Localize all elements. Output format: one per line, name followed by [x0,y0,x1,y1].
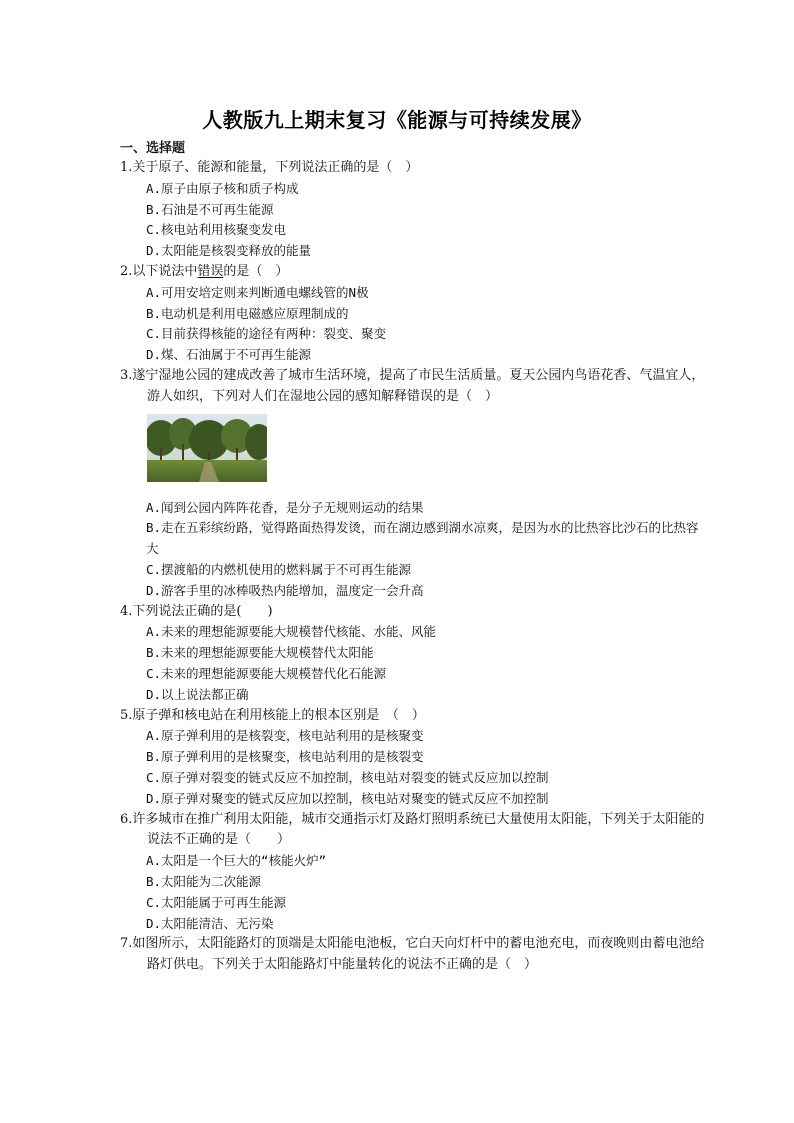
option-c: C.目前获得核能的途径有两种：裂变、聚变 [146,326,387,342]
park-photo [147,414,267,482]
question-stem: 1.关于原子、能源和能量，下列说法正确的是（ ） [120,160,419,175]
question-1 [120,158,710,262]
option-d: D.煤、石油属于不可再生能源 [146,347,312,363]
document-content [120,140,710,976]
option-d: D.以上说法都正确 [146,686,249,702]
stem-text: 的是（ ） [223,263,289,279]
park-photo-wrap [120,414,710,498]
option-b: B.走在五彩缤纷路，觉得路面热得发烫，而在湖边感到湖水凉爽，是因为水的比热容比沙石的比热容大 [146,520,699,557]
option-d: D.原子弹对聚变的链式反应加以控制，核电站对聚变的链式反应不加控制 [146,790,549,806]
option-a: A.太阳是一个巨大的“核能火炉” [146,853,327,869]
question-2 [120,262,710,366]
stem-text: 2.以下说法中 [120,263,198,279]
option-d: D.太阳能清洁、无污染 [146,915,274,931]
option-c: C.原子弹对裂变的链式反应不加控制，核电站对裂变的链式反应加以控制 [146,769,549,785]
option-a: A.未来的理想能源要能大规模替代核能、水能、风能 [146,624,437,640]
option-c: C.未来的理想能源要能大规模替代化石能源 [146,665,387,681]
question-stem: 7.如图所示，太阳能路灯的顶端是太阳能电池板，它白天向灯杆中的蓄电池充电，而夜晚则由蓄电池给路灯供电。下列关于太阳能路灯中能量转化的说法不正确的是（ ） [120,936,705,973]
question-stem [120,262,710,283]
question-stem: 3.遂宁湿地公园的建成改善了城市生活环境，提高了市民生活质量。夏天公园内鸟语花香、气温宜人，游人如织，下列对人们在湿地公园的感知解释错误的是（ ） [120,367,705,404]
option-b: B.电动机是利用电磁感应原理制成的 [146,305,349,321]
question-3 [120,366,710,602]
option-a: A.闻到公园内阵阵花香，是分子无规则运动的结果 [146,499,424,515]
question-4 [120,602,710,706]
question-stem: 5.原子弹和核电站在利用核能上的根本区别是 （ ） [120,707,425,723]
option-a: A.原子由原子核和质子构成 [146,180,299,196]
document-title: 人教版九上期末复习《能源与可持续发展》 [202,108,592,132]
option-a: A.可用安培定则来判断通电螺线管的N极 [146,284,369,300]
option-c: C.摆渡船的内燃机使用的燃料属于不可再生能源 [146,561,412,577]
option-b: B.石油是不可再生能源 [146,201,274,217]
stem-emphasis: 错误 [197,263,224,279]
section-heading: 一、选择题 [120,141,186,156]
option-b: B.原子弹利用的是核聚变，核电站利用的是核裂变 [146,749,424,765]
question-6 [120,810,710,935]
option-d: D.游客手里的冰棒吸热内能增加，温度定一会升高 [146,582,424,598]
option-b: B.太阳能为二次能源 [146,873,262,889]
option-c: C.太阳能属于可再生能源 [146,894,287,910]
option-a: A.原子弹利用的是核裂变，核电站利用的是核聚变 [146,728,424,744]
question-stem: 6.许多城市在推广利用太阳能，城市交通指示灯及路灯照明系统已大量使用太阳能，下列关于太阳能的说法不正确的是（ ） [120,811,705,848]
option-b: B.未来的理想能源要能大规模替代太阳能 [146,645,374,661]
option-d: D.太阳能是核裂变释放的能量 [146,243,312,259]
question-7 [120,934,710,976]
option-c: C.核电站利用核聚变发电 [146,222,287,238]
question-5 [120,706,710,810]
question-stem: 4.下列说法正确的是( ) [120,603,273,619]
